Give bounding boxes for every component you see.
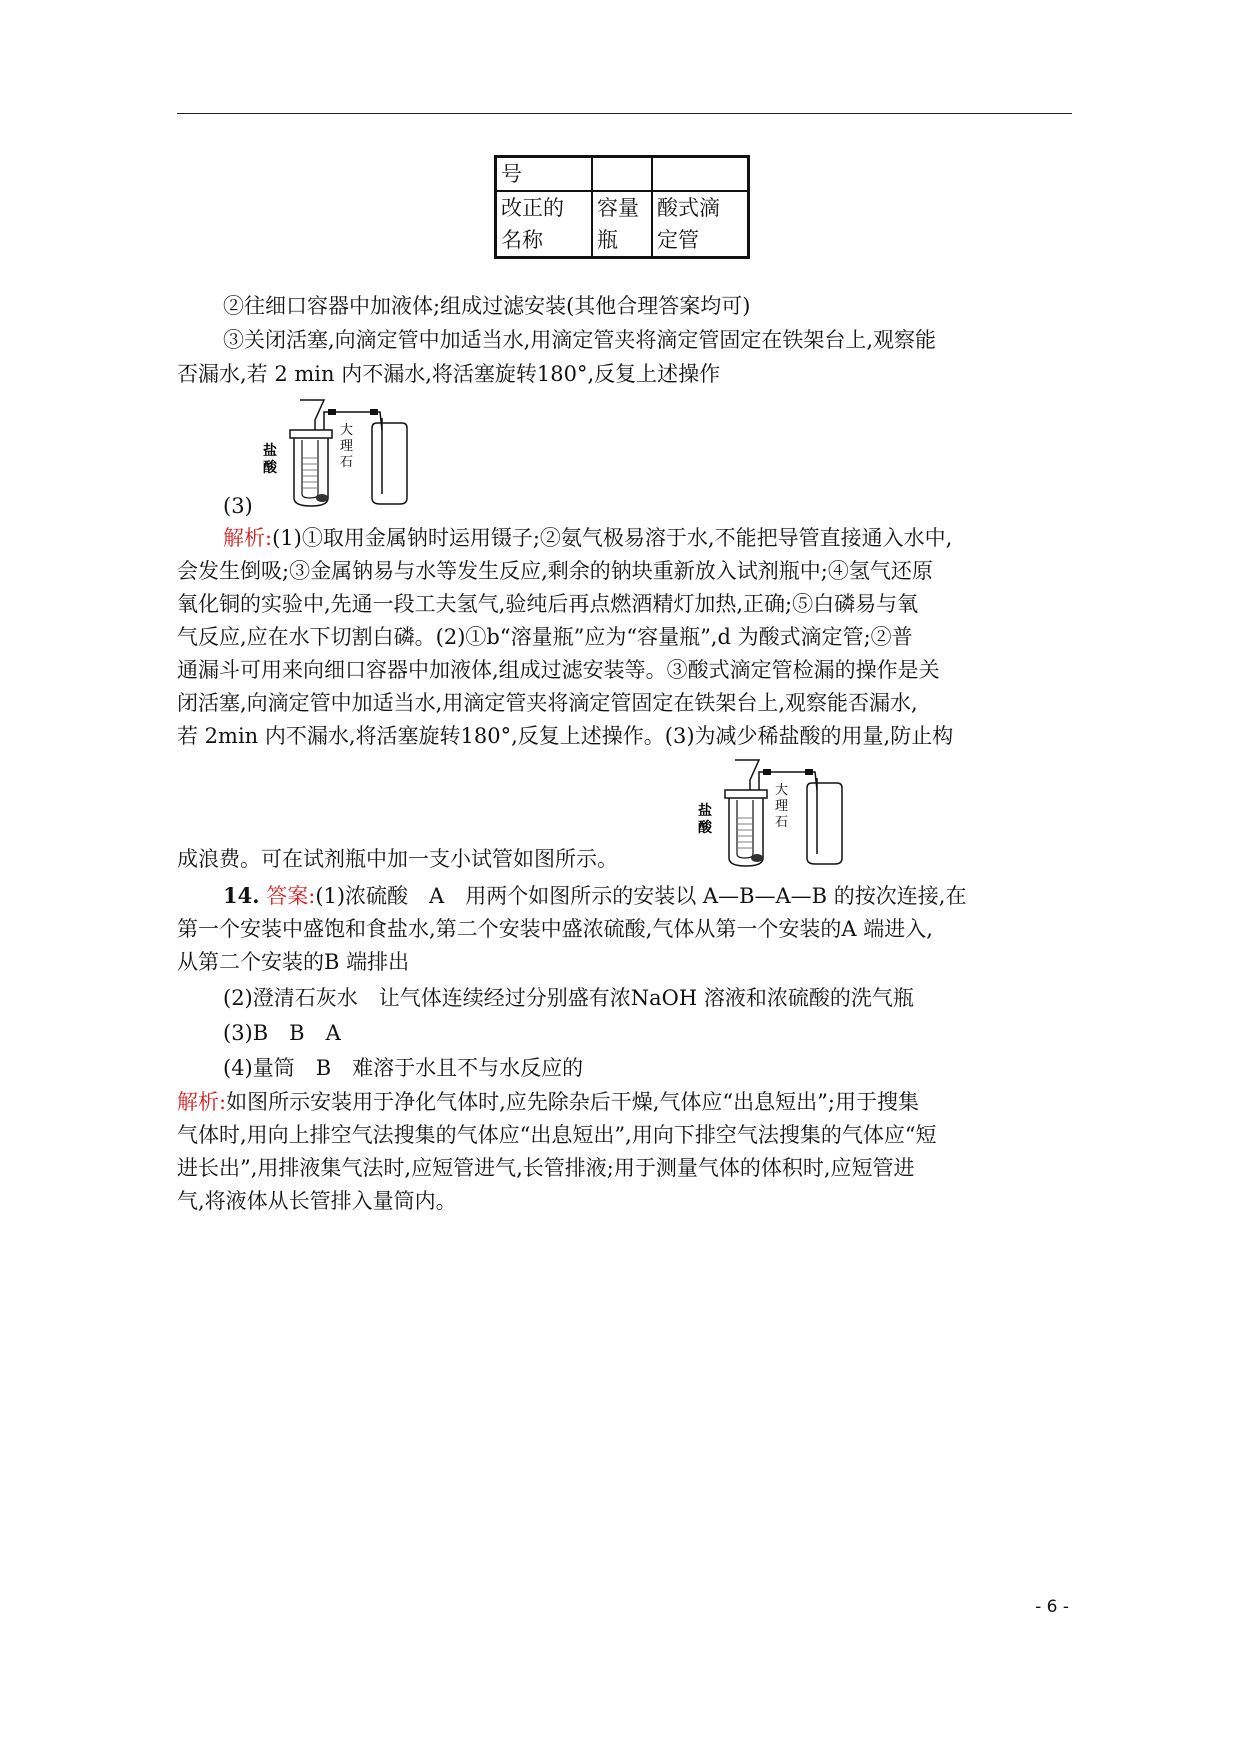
answer-line: ②往细口容器中加液体;组成过滤安装(其他合理答案均可) bbox=[223, 294, 751, 318]
analysis-line: 通漏斗可用来向细口容器中加液体,组成过滤安装等。③酸式滴定管检漏的操作是关 bbox=[177, 658, 940, 682]
svg-text:盐: 盐 bbox=[698, 803, 712, 819]
table-cell bbox=[592, 157, 652, 192]
label-marble: 大 bbox=[340, 423, 354, 438]
answer-line: 从第二个安装的B 端排出 bbox=[177, 950, 410, 974]
analysis-line: 氧化铜的实验中,先通一段工夫氢气,验纯后再点燃酒精灯加热,正确;⑤白磷易与氧 bbox=[177, 592, 919, 616]
question-number: 14. bbox=[223, 883, 260, 908]
svg-text:理: 理 bbox=[340, 439, 354, 454]
analysis-line: 闭活塞,向滴定管中加适当水,用滴定管夹将滴定管固定在铁架台上,观察能否漏水, bbox=[177, 691, 918, 715]
question-14-answer-line: 14. 答案:(1)浓硫酸 A 用两个如图所示的安装以 A—B—A—B 的按次连接,在 bbox=[223, 883, 967, 908]
answer-line: (2)澄清石灰水 让气体连续经过分别盛有浓NaOH 溶液和浓硫酸的洗气瓶 bbox=[223, 986, 914, 1010]
analysis-line: 成浪费。可在试剂瓶中加一支小试管如图所示。 bbox=[177, 847, 618, 871]
answer-line: (3) bbox=[223, 494, 253, 518]
header-rule bbox=[177, 113, 1072, 114]
answer-table bbox=[494, 155, 750, 259]
answer-line: ③关闭活塞,向滴定管中加适当水,用滴定管夹将滴定管固定在铁架台上,观察能 bbox=[223, 328, 937, 352]
answer-line: (4)量筒 B 难溶于水且不与水反应的 bbox=[223, 1056, 584, 1080]
page-number: - 6 - bbox=[1035, 1597, 1069, 1617]
apparatus-diagram bbox=[260, 398, 430, 508]
table-cell: 号 bbox=[496, 157, 593, 192]
table-row bbox=[496, 157, 749, 192]
svg-text:石: 石 bbox=[775, 815, 789, 830]
analysis-line: 进长出”,用排液集气法时,应短管进气,长管排液;用于测量气体的体积时,应短管进 bbox=[177, 1156, 915, 1180]
analysis-label: 解析: bbox=[177, 1090, 227, 1114]
analysis-label: 解析: bbox=[223, 526, 273, 550]
svg-text:酸: 酸 bbox=[263, 460, 277, 476]
svg-text:理: 理 bbox=[775, 799, 789, 814]
table-cell: 改正的 名称 bbox=[496, 191, 593, 258]
answer-label: 答案: bbox=[266, 884, 316, 908]
analysis-line: 会发生倒吸;③金属钠易与水等发生反应,剩余的钠块重新放入试剂瓶中;④氢气还原 bbox=[177, 559, 933, 583]
table-cell bbox=[652, 157, 749, 192]
svg-text:大: 大 bbox=[775, 783, 789, 798]
analysis-line: 气,将液体从长管排入量筒内。 bbox=[177, 1189, 457, 1213]
analysis-line: 气反应,应在水下切割白磷。(2)①b“溶量瓶”应为“容量瓶”,d 为酸式滴定管;②普 bbox=[177, 625, 913, 649]
table-row bbox=[496, 191, 749, 258]
svg-text:酸: 酸 bbox=[698, 820, 712, 836]
analysis-line: 解析:如图所示安装用于净化气体时,应先除杂后干燥,气体应“出息短出”;用于搜集 bbox=[177, 1090, 919, 1114]
table-cell: 容量 瓶 bbox=[592, 191, 652, 258]
analysis-line: 解析:(1)①取用金属钠时运用镊子;②氨气极易溶于水,不能把导管直接通入水中, bbox=[223, 526, 953, 550]
answer-line: 否漏水,若 2 min 内不漏水,将活塞旋转180°,反复上述操作 bbox=[177, 362, 721, 386]
answer-line: (3)B B A bbox=[223, 1021, 341, 1045]
analysis-line: 气体时,用向上排空气法搜集的气体应“出息短出”,用向下排空气法搜集的气体应“短 bbox=[177, 1123, 937, 1147]
table-cell: 酸式滴 定管 bbox=[652, 191, 749, 258]
label-acid: 盐 bbox=[263, 443, 277, 459]
analysis-line: 若 2min 内不漏水,将活塞旋转180°,反复上述操作。(3)为减少稀盐酸的用量,防止构 bbox=[177, 724, 954, 748]
svg-text:石: 石 bbox=[340, 455, 354, 470]
answer-line: 第一个安装中盛饱和食盐水,第二个安装中盛浓硫酸,气体从第一个安装的A 端进入, bbox=[177, 917, 933, 941]
